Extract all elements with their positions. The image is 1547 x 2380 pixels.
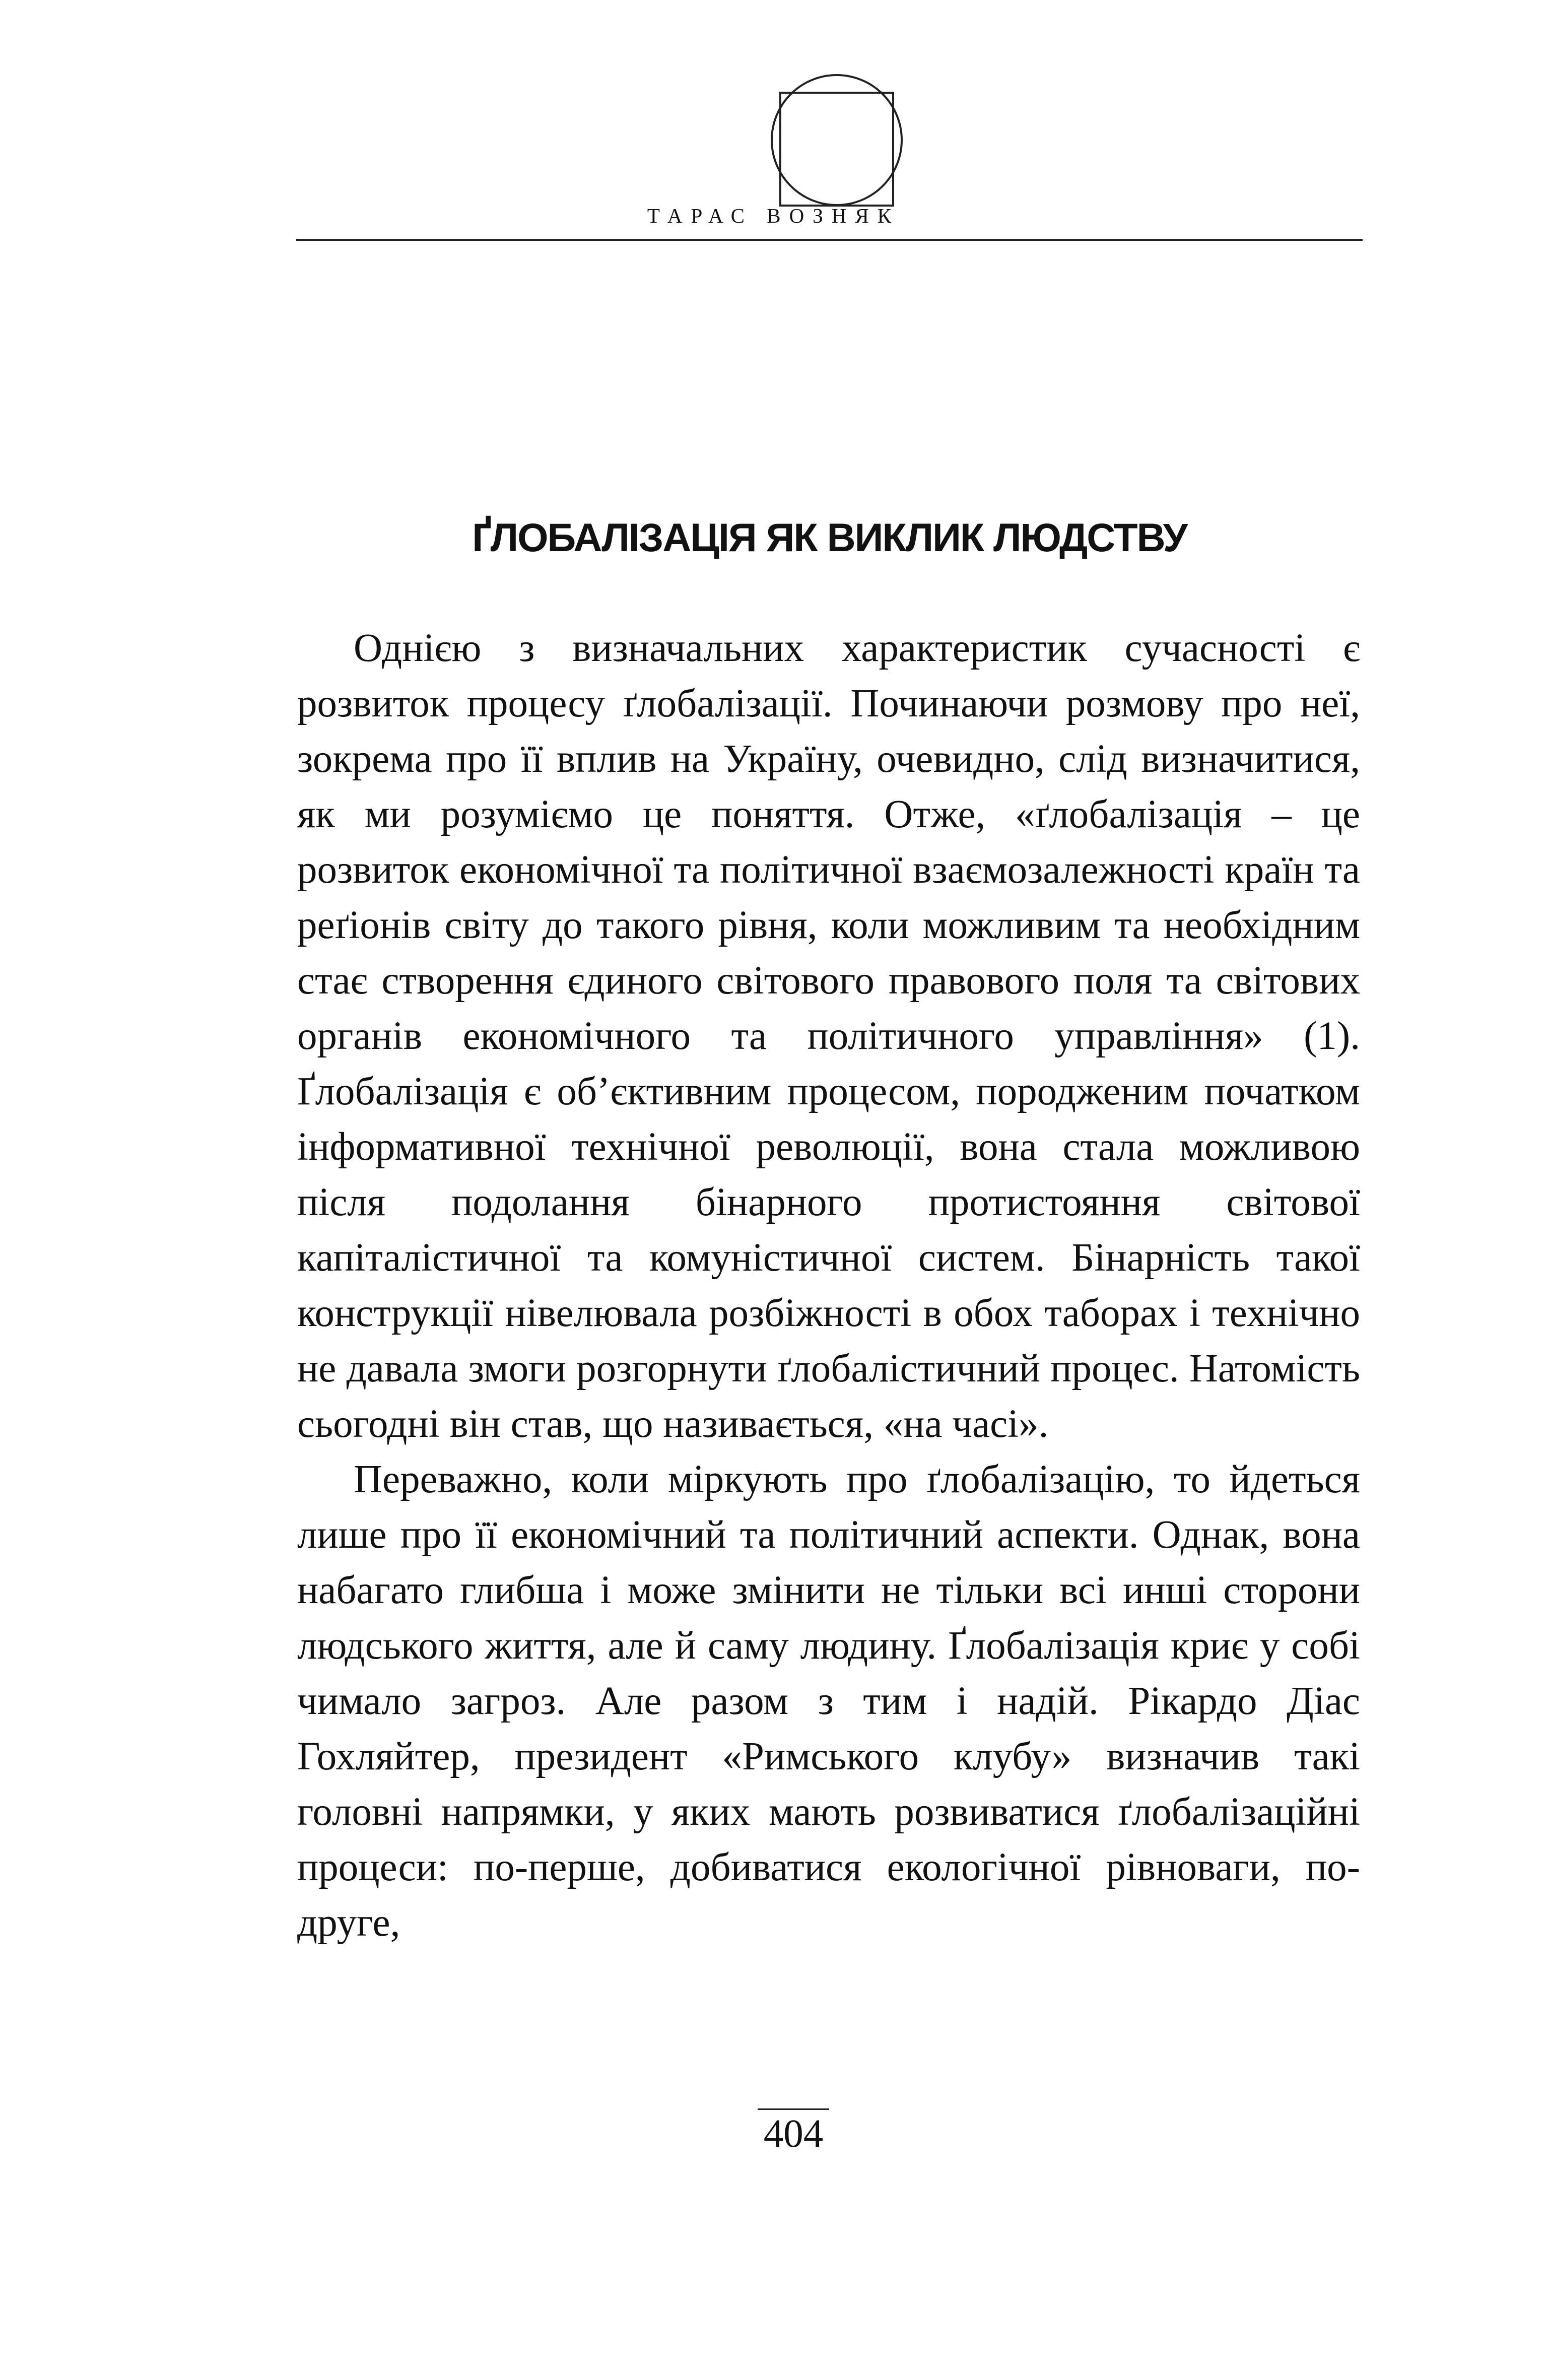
paragraph: Переважно, коли міркують про ґлобалізацію, то йдеться лише про її економічний та політичний аспекти. Однак, вона набагато глибша і може змінити не тільки всі инші сторони людського життя, але й саму людину. Ґлобалізація криє у собі чимало загроз. Але разом з тим і надій. Рікардо Діас Гохляйтер, президент «Римського клубу» визначив такі головні напрямки, у яких мають розвиватися ґлобалізаційні процеси: по-перше, добиватися екологічної рівноваги, по-друге, — [297, 1458, 1360, 1945]
paragraph: Однією з визначальних характеристик сучасності є розвиток процесу ґлобалізації. Починаючи розмову про неї, зокрема про її вплив на Україну, очевидно, слід визначитися, як ми розуміємо це поняття. Отже, «ґлобалізація – це розвиток економічної та політичної взаємозалежності країн та реґіонів світу до такого рівня, коли можливим та необхідним стає створення єдиного світового правового поля та світових органів економічного та політичного управління» (1). Ґлобалізація є об’єктивним процесом, породженим початком інформативної технічної революції, вона стала можливою після подолання бінарного протистояння світової капіталістичної та комуністичної систем. Бінарність такої конструкції нівелювала розбіжності в обох таборах і технічно не давала змоги розгорнути ґлобалістичний процес. Натомість сьогодні він став, що називається, «на часі». — [297, 626, 1360, 1446]
page-number: 404 — [763, 2112, 824, 2156]
chapter-title: ҐЛОБАЛІЗАЦІЯ ЯК ВИКЛИК ЛЮДСТВУ — [472, 515, 1187, 560]
page-footer — [720, 2108, 866, 2158]
header-rule — [296, 239, 1363, 241]
running-head-author: ТАРАС ВОЗНЯК — [647, 204, 900, 227]
body-text — [297, 621, 1360, 1951]
circle-square-emblem-icon — [769, 73, 904, 208]
